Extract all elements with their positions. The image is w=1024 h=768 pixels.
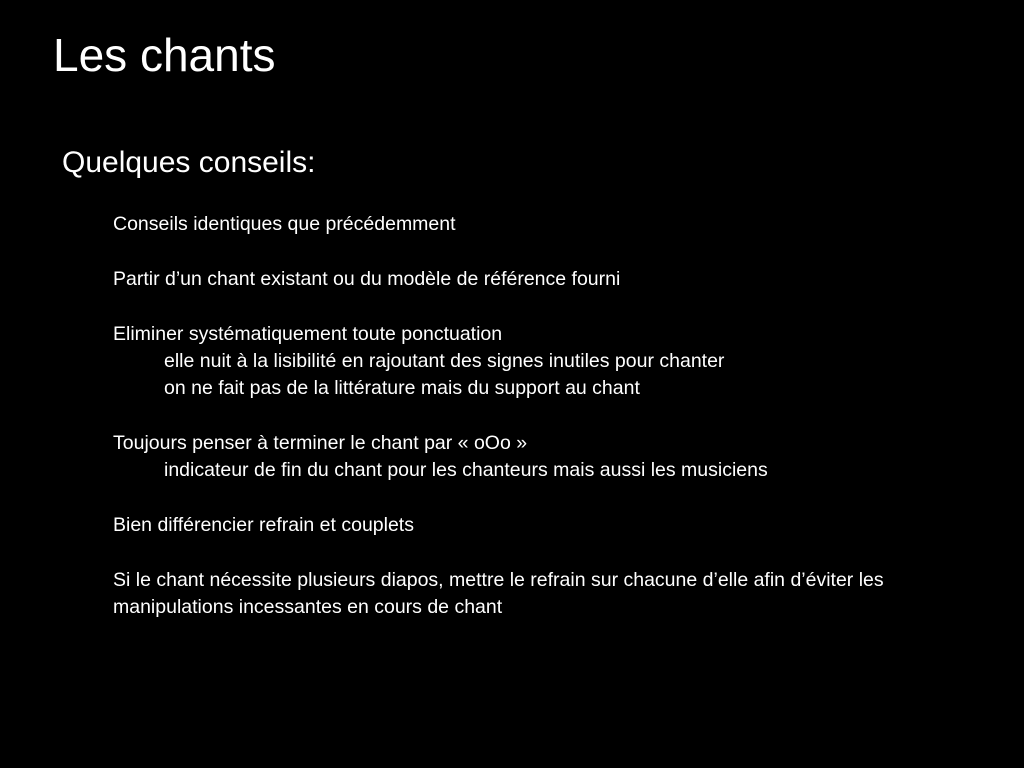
advice-remove-punctuation: Eliminer systématiquement toute ponctuation	[113, 323, 503, 345]
sub-advice-end-indicator: indicateur de fin du chant pour les chanteurs mais aussi les musiciens	[164, 459, 768, 481]
advice-end-marker: Toujours penser à terminer le chant par « oOo »	[113, 432, 528, 454]
advice-same-as-before: Conseils identiques que précédemment	[113, 213, 456, 235]
advice-multiple-slides-line1: Si le chant nécessite plusieurs diapos, mettre le refrain sur chacune d’elle afin d’éviter les	[113, 569, 884, 591]
sub-advice-not-literature: on ne fait pas de la littérature mais du support au chant	[164, 377, 640, 399]
advice-multiple-slides-line2: manipulations incessantes en cours de chant	[113, 596, 503, 618]
advice-refrain-verses: Bien différencier refrain et couplets	[113, 514, 414, 536]
sub-advice-readability: elle nuit à la lisibilité en rajoutant des signes inutiles pour chanter	[164, 350, 725, 372]
slide-title: Les chants	[53, 29, 276, 81]
advice-start-from-existing-song: Partir d’un chant existant ou du modèle de référence fourni	[113, 268, 621, 290]
section-heading: Quelques conseils:	[62, 146, 316, 179]
